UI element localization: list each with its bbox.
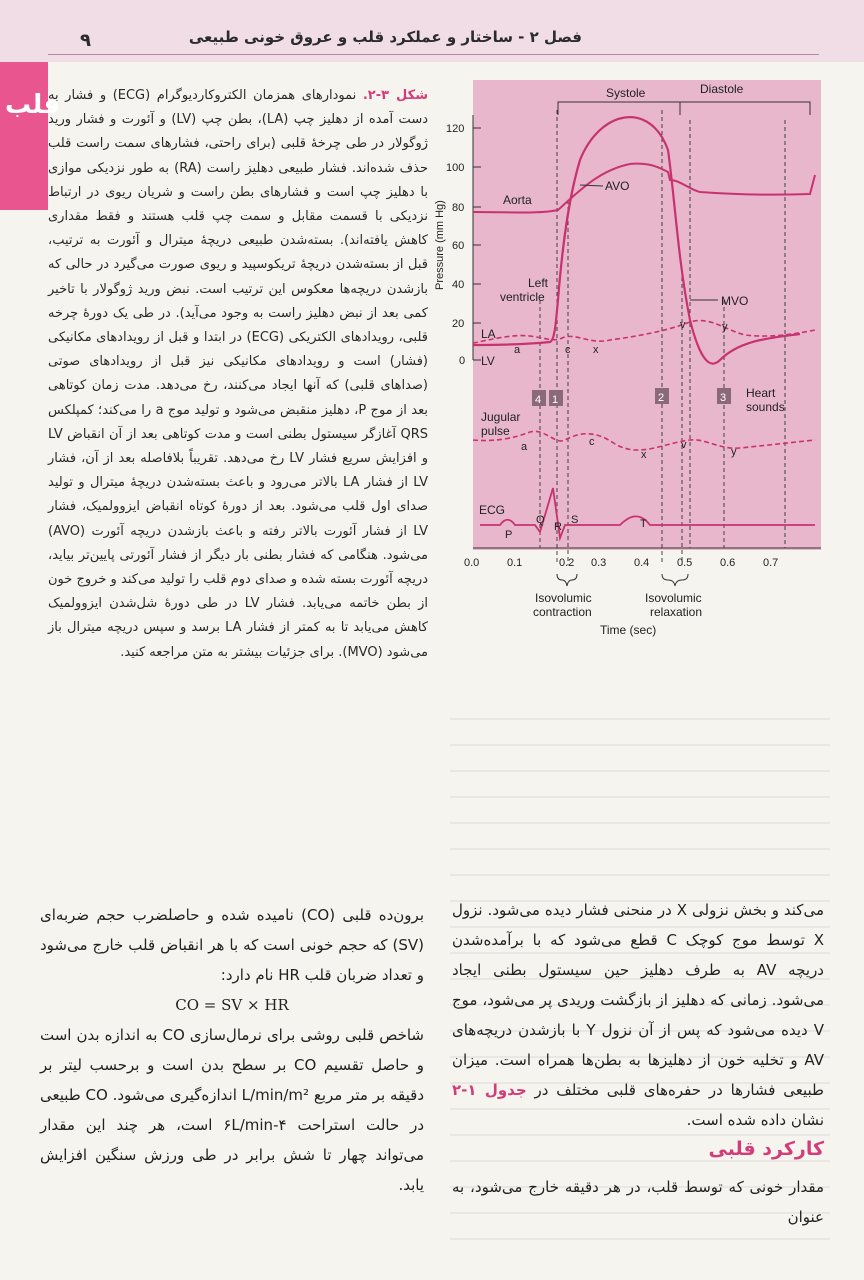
isovolumic-contraction-label-1: Isovolumic bbox=[535, 591, 592, 605]
ecg-r-label: R bbox=[554, 521, 562, 533]
y-axis-label: Pressure (mm Hg) bbox=[434, 200, 446, 290]
jugular-label-2: pulse bbox=[481, 424, 510, 438]
systole-label: Systole bbox=[606, 86, 646, 100]
la-y-wave: y bbox=[722, 321, 728, 333]
y-tick-0: 0 bbox=[459, 355, 466, 367]
lv-label-line2: ventricle bbox=[500, 290, 545, 304]
x-tick-1: 0.1 bbox=[507, 557, 523, 569]
cardiac-index-paragraph: شاخص قلبی روشی برای نرمال‌سازی CO به اندازه بدن است و حاصل تقسیم CO بر سطح بدن است و برحسب لیتر بر دقیقه بر متر مربع L/min/m² اندازه‌گیری می‌شود. CO طبیعی در حالت استراحت ۴-۶L/min است، هر چند این مقدار می‌تواند چهار تا شش برابر در طی ورزش سنگین افزایش یابد. bbox=[40, 1026, 425, 1194]
jugular-x-wave: x bbox=[641, 449, 647, 461]
lv-label: LV bbox=[481, 354, 495, 368]
ecg-t-label: T bbox=[640, 518, 647, 530]
isovolumic-relaxation-bracket bbox=[662, 574, 688, 586]
heart-sound-3: 3 bbox=[720, 392, 727, 404]
section-paragraph: مقدار خونی که توسط قلب، در هر دقیقه خارج می‌شود، به عنوان bbox=[452, 1178, 824, 1226]
cardiac-output-formula: CO = SV × HR bbox=[175, 996, 289, 1014]
y-tick-120: 120 bbox=[446, 123, 465, 135]
la-c-wave: c bbox=[565, 344, 571, 356]
la-x-wave: x bbox=[593, 344, 599, 356]
x-tick-5: 0.5 bbox=[677, 557, 693, 569]
y-tick-100: 100 bbox=[446, 162, 465, 174]
avo-label: AVO bbox=[605, 179, 630, 193]
cardiac-cycle-figure bbox=[430, 70, 830, 650]
side-tab-label: قلب bbox=[5, 90, 61, 120]
isovolumic-contraction-label-2: contraction bbox=[533, 605, 592, 619]
y-tick-80: 80 bbox=[452, 202, 465, 214]
caption-text: نمودارهای همزمان الکتروکاردیوگرام (ECG) و فشار به دست آمده از دهلیز چپ (LA)، بطن چپ (LV) و آئورت و فشار ورید ژوگولار در طی چرخهٔ قلبی (برای راحتی، فشارهای سمت راست قلب حذف شده‌اند. فشار طبیعی دهلیز راست (RA) به طور نزدیکی موازی با دهلیز چپ است و فشارهای بطن راست و شریان ریوی در ارتباط نزدیکی با قسمت مقابل و سمت چپ قلب هستند و فقط مقداری کاهش یافته‌اند). بسته‌شدن طبیعی دریچهٔ میترال و آئورت به ترتیب، قبل از بسته‌شدن دریچهٔ تریکوسپید و ریوی صورت می‌گیرد در حالی که بازشدن دریچه‌ها معکوس این ترتیب است. نبض ورید ژوگولار با تاخیر کمی بعد از نبض دهلیز راست به وجود می‌آید). در طی یک دورهٔ چرخه قلبی، رویدادهای الکتریکی (ECG) در ابتدا و قبل از رویدادهای مکانیکی (فشار) است و رویدادهای مکانیکی نیز قبل از رویدادهای صوتی (صداهای قلبی) که آنها ایجاد می‌کنند، رخ می‌دهد. مدت زمان کوتاهی بعد از موج P، دهلیز منقبض می‌شود و تولید موج a را می‌کند؛ کمپلکس QRS آغازگر سیستول بطنی است و مدت کوتاهی بعد از آن انقباض LV و افزایش سریع فشار LV رخ می‌دهد. تقریباً بلافاصله بعد از آن، فشار LV از فشار LA بالاتر می‌رود و باعث بسته‌شدن دریچهٔ میترال و تولید صدای اول قلب می‌شود. بعد از دورهٔ کوتاه انقباض ایزوولمیک، فشار LV از فشار آئورت بالاتر رفته و باعث بازشدن دریچه آئورت (AVO) می‌شود. هنگامی که فشار بطنی بار دیگر از فشار آئورتی پایین‌تر بیاید، دریچه آئورت بسته شده و صدای دوم قلب را تولید می‌کند و خروج خون از بطن خاتمه می‌یابد. فشار LV در طی دورهٔ شل‌شدن ایزوولمیک کاهش می‌یابد تا به کمتر از فشار LA برسد و سپس دریچه میترال باز می‌شود (MVO). برای جزئیات بیشتر به متن مراجعه کنید. bbox=[48, 88, 429, 660]
la-label: LA bbox=[481, 327, 496, 341]
mvo-label: MVO bbox=[721, 294, 749, 308]
isovolumic-relaxation-label-1: Isovolumic bbox=[645, 591, 702, 605]
y-tick-40: 40 bbox=[452, 279, 465, 291]
isovolumic-relaxation-label-2: relaxation bbox=[650, 605, 703, 619]
x-tick-4: 0.4 bbox=[634, 557, 650, 569]
isovolumic-contraction-bracket bbox=[557, 574, 577, 586]
heart-sound-4: 4 bbox=[535, 394, 542, 406]
ecg-label: ECG bbox=[479, 503, 506, 517]
side-tab bbox=[0, 62, 61, 210]
chapter-title: فصل ۲ - ساختار و عملکرد قلب و عروق خونی طبیعی bbox=[188, 28, 582, 46]
lv-label-line1: Left bbox=[528, 276, 549, 290]
page-number: ۹ bbox=[80, 30, 91, 51]
body-right-text-1: می‌کند و بخش نزولی X در منحنی فشار دیده می‌شود. نزول X توسط موج کوچک C قطع می‌شود که با برآمده‌شدن دریچه AV به طرف دهلیز حین سیستول بطنی ایجاد می‌شود. زمانی که دهلیز از بازگشت وریدی پر می‌شود، موج V دیده می‌شود که پس از آن نزول Y با بازشدن دریچه‌های AV و تخلیه خون از دهلیزها به بطن‌ها همراه است. میزان طبیعی فشارها در حفره‌های قلبی مختلف در bbox=[452, 901, 825, 1099]
y-tick-20: 20 bbox=[452, 318, 465, 330]
ecg-q-label: Q bbox=[536, 514, 545, 526]
y-tick-60: 60 bbox=[452, 240, 465, 252]
header-divider bbox=[48, 54, 819, 55]
body-text-right bbox=[452, 895, 824, 1135]
cardiac-output-paragraph: برون‌ده قلبی (CO) نامیده شده و حاصلضرب حجم ضربه‌ای (SV) که حجم خونی است که با هر انقباض قلب خارج می‌شود و تعداد ضربان قلب HR نام دارد: bbox=[40, 906, 424, 984]
diastole-label: Diastole bbox=[700, 82, 744, 96]
jugular-v-wave: v bbox=[681, 439, 687, 451]
figure-background bbox=[473, 80, 821, 550]
section-heading: کارکرد قلبی bbox=[708, 1138, 824, 1160]
heart-sounds-label-2: sounds bbox=[746, 400, 785, 414]
body-right-text-2: نشان داده شده است. bbox=[686, 1111, 824, 1129]
caption-label: شکل ۳-۲. bbox=[362, 88, 428, 103]
jugular-label-1: Jugular bbox=[481, 410, 521, 424]
table-reference-link[interactable]: جدول ۱-۲ bbox=[452, 1081, 527, 1099]
x-tick-6: 0.6 bbox=[720, 557, 736, 569]
x-tick-3: 0.3 bbox=[591, 557, 607, 569]
x-tick-2: 0.2 bbox=[559, 557, 575, 569]
la-a-wave: a bbox=[514, 344, 521, 356]
jugular-a-wave: a bbox=[521, 441, 528, 453]
body-text-left bbox=[40, 900, 424, 1200]
jugular-y-wave: y bbox=[731, 446, 737, 458]
x-tick-0: 0.0 bbox=[464, 557, 480, 569]
ecg-p-label: P bbox=[505, 529, 513, 541]
heart-sound-1: 1 bbox=[552, 394, 559, 406]
x-axis-label: Time (sec) bbox=[600, 623, 657, 637]
ecg-s-label: S bbox=[571, 514, 579, 526]
aorta-label: Aorta bbox=[503, 193, 532, 207]
figure-caption bbox=[48, 84, 428, 665]
heart-sounds-label-1: Heart bbox=[746, 386, 776, 400]
jugular-c-wave: c bbox=[589, 436, 595, 448]
la-v-wave: v bbox=[680, 319, 686, 331]
x-tick-7: 0.7 bbox=[763, 557, 779, 569]
heart-sound-2: 2 bbox=[658, 392, 665, 404]
